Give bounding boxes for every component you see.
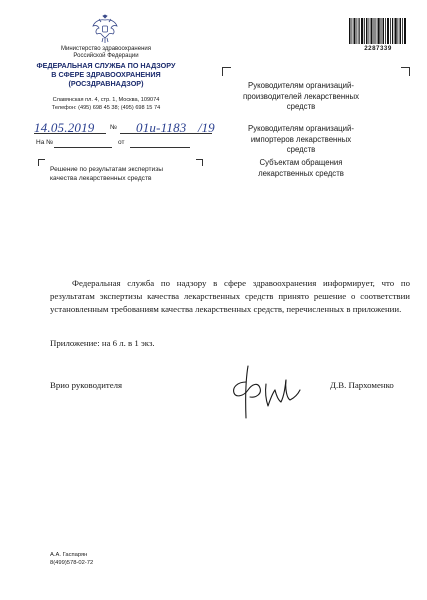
recipient-line: лекарственных средств	[258, 168, 344, 178]
agency-line: В СФЕРЕ ЗДРАВООХРАНЕНИЯ	[51, 70, 161, 79]
handwritten-signature	[228, 360, 312, 422]
recipient-block-circulation-subjects	[242, 158, 360, 179]
reference-line	[36, 139, 53, 146]
executor-phone: 8(499)578-02-72	[50, 560, 94, 566]
address-line: Телефон: (495) 698 45 38; (495) 698 15 74	[51, 104, 161, 111]
recipient-line: средств	[286, 102, 316, 111]
barcode-icon	[349, 18, 407, 44]
attachment-note: Приложение: на 6 л. в 1 экз.	[50, 338, 155, 348]
recipient-bracket-right	[401, 67, 410, 76]
ministry-name	[40, 46, 172, 60]
executor-contact	[50, 551, 93, 567]
number-underline	[120, 133, 212, 134]
barcode-number: 2287339	[364, 45, 392, 52]
executor-name: А.А. Гаспарян	[50, 552, 88, 558]
reference-number-underline	[54, 147, 112, 148]
recipient-line: Руководителям организаций-	[248, 81, 354, 90]
subject-text	[50, 165, 200, 183]
registration-number-suffix: /19	[198, 120, 215, 135]
letter-body	[50, 277, 410, 317]
recipient-line: Субъектам обращения	[259, 158, 343, 167]
subject-line: Решение по результатам экспертизы	[50, 166, 163, 173]
agency-address	[40, 97, 172, 112]
double-headed-eagle-emblem-icon	[92, 14, 118, 44]
reference-date-underline	[130, 147, 190, 148]
body-paragraph: Федеральная служба по надзору в сфере здравоохранения информирует, что по результатам экспертизы качества лекарственных средств принято решение о соответствии установленным требованиям качества лекарственных средств, перечисленных в приложении.	[50, 278, 410, 315]
agency-name	[30, 61, 182, 88]
number-label: №	[110, 124, 117, 131]
subject-line: качества лекарственных средств	[50, 175, 152, 182]
recipient-block-manufacturers	[242, 81, 360, 113]
registration-date: 14.05.2019	[34, 120, 95, 135]
recipient-bracket-left	[222, 67, 231, 76]
recipient-line: производителей лекарственных	[242, 91, 360, 101]
reference-date-label: от	[118, 139, 125, 146]
recipient-block-importers	[242, 124, 360, 156]
agency-line: (РОСЗДРАВНАДЗОР)	[68, 79, 144, 88]
signatory-role: Врио руководителя	[50, 380, 123, 390]
registration-number: 01и-1183	[136, 120, 187, 135]
signatory-name: Д.В. Пархоменко	[330, 380, 394, 390]
recipient-line: Руководителям организаций-	[248, 124, 354, 133]
recipient-line: импортеров лекарственных средств	[250, 134, 352, 154]
ministry-line: Министерство здравоохранения	[61, 46, 151, 52]
agency-line: ФЕДЕРАЛЬНАЯ СЛУЖБА ПО НАДЗОРУ	[36, 61, 176, 70]
address-line: Славянская пл. 4, стр. 1, Москва, 109074	[52, 97, 160, 103]
ministry-line: Российской Федерации	[73, 53, 139, 59]
reference-number-label: На №	[36, 139, 54, 146]
date-underline	[34, 133, 106, 134]
subject-bracket-left	[38, 159, 45, 166]
